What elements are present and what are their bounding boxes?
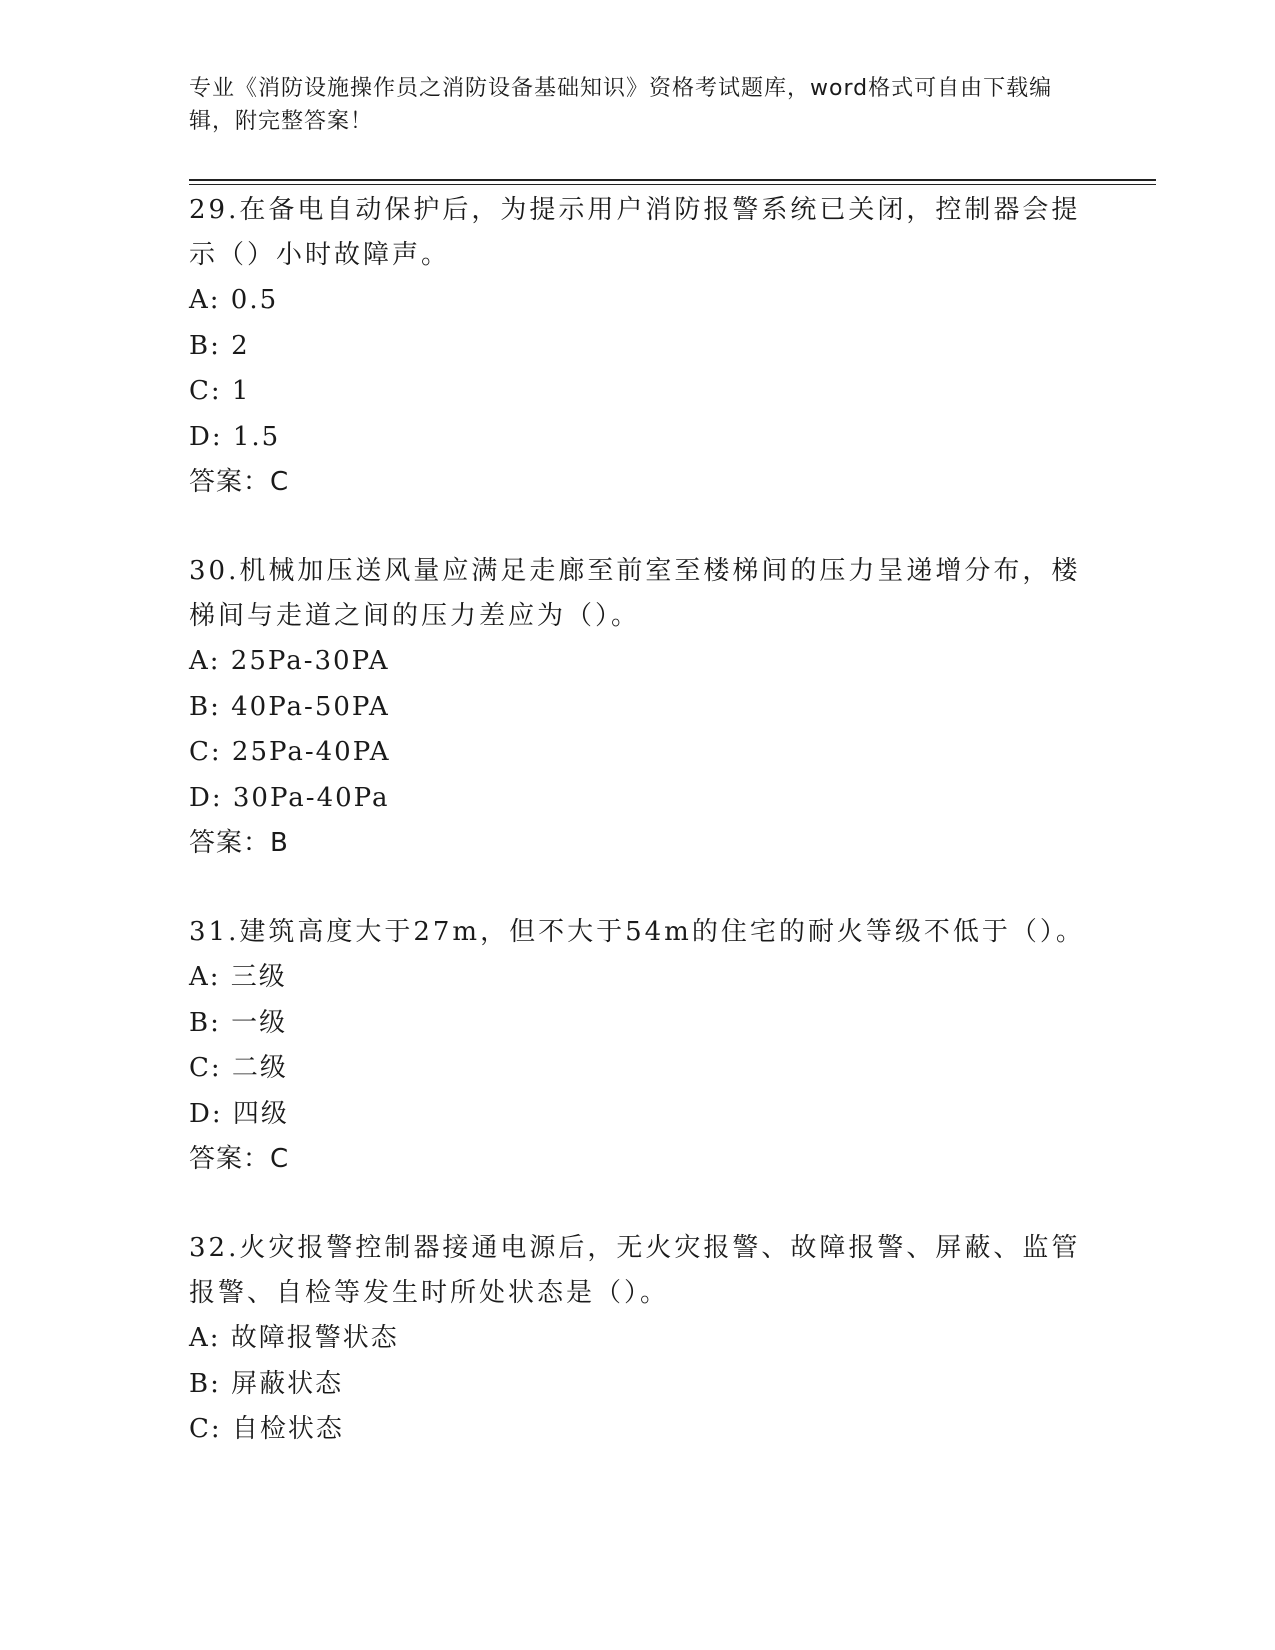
option-b: B: 一级 [189,1007,288,1038]
question-31 [189,910,1089,1182]
option-a: A: 三级 [189,962,287,992]
option-a: A: 25Pa-30PA [189,646,390,676]
answer: 答案：C [189,467,290,497]
option-c: C: 25Pa-40PA [189,737,391,767]
question-list [189,188,1089,1497]
option-a: A: 0.5 [189,285,279,315]
question-text: 32.火灾报警控制器接通电源后，无火灾报警、故障报警、屏蔽、监管报警、自检等发生时所处状态是（）。 [189,1233,1081,1308]
question-text: 31.建筑高度大于27m，但不大于54m的住宅的耐火等级不低于（）。 [189,917,1085,947]
option-b: B: 2 [189,330,250,361]
answer: 答案：B [189,828,289,858]
option-a: A: 故障报警状态 [189,1323,399,1353]
question-30 [189,549,1089,866]
option-d: D: 1.5 [189,421,281,452]
option-d: D: 四级 [189,1098,289,1129]
option-d: D: 30Pa-40Pa [189,782,390,813]
header-divider [189,179,1156,181]
option-b: B: 屏蔽状态 [189,1368,344,1399]
answer: 答案：C [189,1144,290,1174]
question-text: 29.在备电自动保护后，为提示用户消防报警系统已关闭，控制器会提示（）小时故障声。 [189,195,1081,270]
question-text: 30.机械加压送风量应满足走廊至前室至楼梯间的压力呈递增分布，楼梯间与走道之间的压力差应为（）。 [189,556,1081,631]
header-divider-thin [189,184,1156,185]
option-c: C: 二级 [189,1053,288,1083]
option-c: C: 自检状态 [189,1414,344,1444]
question-29 [189,188,1089,505]
option-c: C: 1 [189,376,251,406]
document-header: 专业《消防设施操作员之消防设备基础知识》资格考试题库，word格式可自由下载编辑，附完整答案！ [189,76,1053,134]
option-b: B: 40Pa-50PA [189,691,390,722]
question-32 [189,1226,1089,1453]
